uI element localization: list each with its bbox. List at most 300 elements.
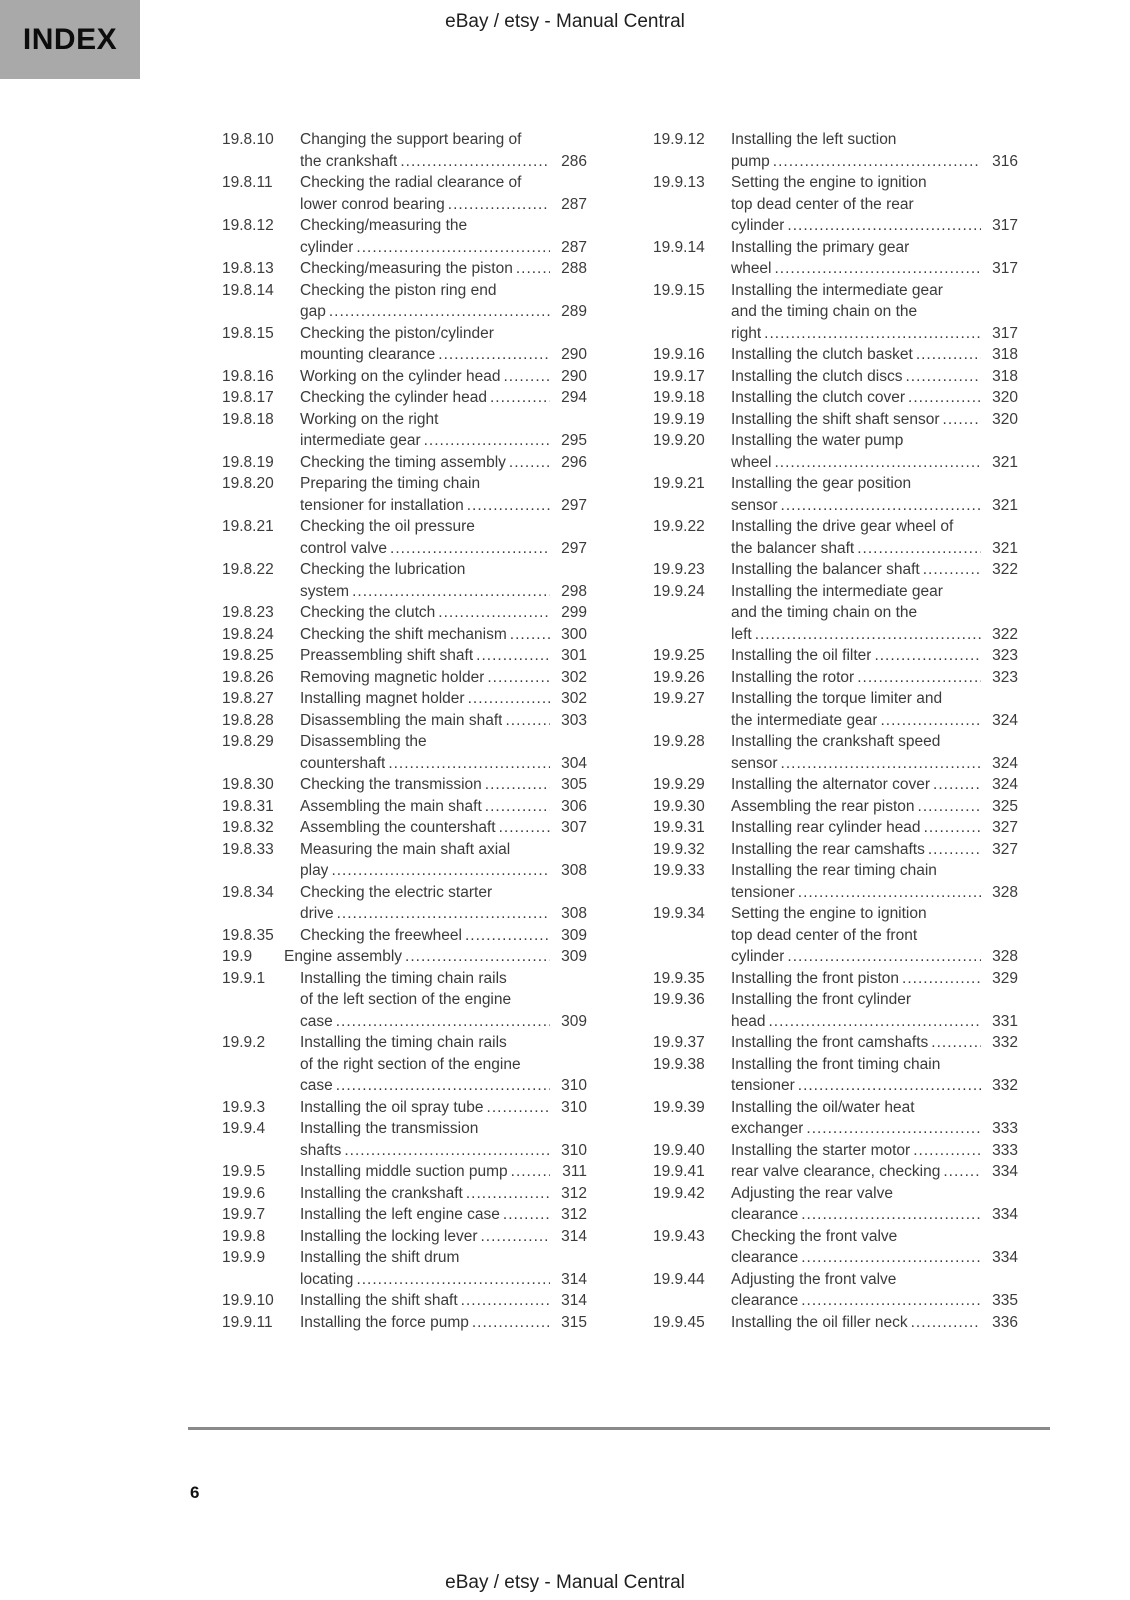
- toc-entry-title: Disassembling the main shaft: [300, 711, 503, 729]
- toc-entry-body: [300, 172, 587, 215]
- toc-entry-body: [300, 839, 587, 882]
- toc-entry: [222, 409, 587, 452]
- toc-entry: [653, 1269, 1018, 1312]
- toc-entry-page: 332: [992, 1034, 1018, 1051]
- toc-entry-title: Assembling the countershaft: [300, 819, 496, 836]
- toc-entry-title-line: of the right section of the engine: [300, 1055, 521, 1073]
- toc-entry-number: 19.8.17: [222, 389, 274, 406]
- toc-entry-title: head: [731, 1012, 766, 1030]
- toc-entry-body: [300, 516, 587, 559]
- toc-entry-title-line: of the left section of the engine: [300, 991, 512, 1008]
- toc-entry-page: 310: [561, 1077, 587, 1094]
- toc-entry-number: 19.9.5: [222, 1163, 266, 1180]
- toc-entry-page: 317: [992, 324, 1018, 342]
- toc-entry-title: wheel: [731, 453, 772, 471]
- toc-entry-title: Engine assembly: [284, 948, 403, 965]
- toc-entry-title: locating: [300, 1270, 354, 1288]
- toc-entry-title: tensioner: [731, 883, 795, 901]
- toc-entry-last-line: [731, 495, 1018, 517]
- toc-entry-page: 321: [992, 539, 1018, 557]
- toc-entry: [222, 129, 587, 172]
- toc-entry-number: 19.8.32: [222, 819, 274, 836]
- dot-leader: [513, 258, 554, 280]
- toc-entry-page: 315: [561, 1313, 587, 1331]
- dot-leader: [334, 903, 554, 925]
- toc-entry: [653, 516, 1018, 559]
- dot-leader: [908, 1312, 985, 1334]
- toc-entry-last-line: [300, 925, 587, 947]
- toc-entry-title: cylinder: [300, 238, 354, 256]
- dot-leader: [353, 1269, 554, 1291]
- toc-entry-page: 320: [992, 410, 1018, 428]
- toc-entry: [653, 344, 1018, 366]
- toc-entry: [222, 839, 587, 882]
- toc-entry: [653, 968, 1018, 990]
- dot-leader: [435, 602, 554, 624]
- toc-entry-title: Installing the front piston: [731, 969, 900, 987]
- dot-leader: [341, 1140, 554, 1162]
- toc-entry-title-line: Installing the front timing chain: [731, 1055, 941, 1073]
- dot-leader: [385, 753, 554, 775]
- toc-entry-title: tensioner: [731, 1077, 795, 1094]
- toc-entry-page: 290: [561, 346, 587, 363]
- toc-entry-title: sensor: [731, 496, 778, 514]
- toc-entry-page: 327: [992, 819, 1018, 836]
- toc-entry-page: 303: [561, 711, 587, 729]
- dot-leader: [435, 344, 554, 366]
- toc-entry-last-line: [300, 860, 587, 882]
- toc-entry: [222, 387, 587, 409]
- toc-entry-page: 334: [992, 1163, 1018, 1180]
- toc-entry: [222, 452, 587, 474]
- toc-entry-title-line: Installing the oil/water heat: [731, 1098, 915, 1116]
- toc-entry-page: 290: [561, 367, 587, 385]
- toc-entry-title: pump: [731, 152, 770, 170]
- toc-entry-number: 19.9.20: [653, 432, 705, 449]
- toc-entry-body: [731, 989, 1018, 1032]
- toc-entry-number: 19.9.26: [653, 668, 705, 686]
- toc-entry-last-line: [731, 645, 1018, 667]
- toc-entry-page: 314: [561, 1292, 587, 1309]
- toc-entry-title: Installing the shift shaft sensor: [731, 410, 940, 428]
- toc-entry: [222, 366, 587, 388]
- toc-entry-title: Installing the crankshaft: [300, 1184, 463, 1202]
- dot-leader: [484, 667, 554, 689]
- toc-entry-number: 19.9.6: [222, 1184, 266, 1202]
- toc-entry-last-line: [300, 452, 587, 474]
- toc-entry-last-line: [731, 323, 1018, 345]
- toc-entry-number: 19.8.34: [222, 883, 274, 901]
- toc-entry-title: gap: [300, 303, 326, 320]
- toc-entry: [653, 237, 1018, 280]
- toc-entry-page: 320: [992, 389, 1018, 406]
- toc-entry: [653, 989, 1018, 1032]
- toc-entry: [653, 688, 1018, 731]
- toc-entry-title: countershaft: [300, 754, 386, 772]
- toc-entry-title: Checking the shift mechanism: [300, 625, 507, 643]
- dot-leader: [910, 1140, 985, 1162]
- toc-entry-body: [731, 1054, 1018, 1097]
- toc-entry-page: 300: [561, 625, 587, 643]
- toc-entry: [222, 258, 587, 280]
- toc-entry-number: 19.8.30: [222, 776, 274, 793]
- toc-entry-title: Checking the transmission: [300, 776, 482, 793]
- toc-entry-body: [731, 774, 1018, 796]
- toc-entry-page: 332: [992, 1077, 1018, 1094]
- toc-entry-last-line: [300, 1011, 587, 1033]
- toc-entry-title-line: Installing the left suction: [731, 131, 897, 148]
- toc-entry-page: 324: [992, 754, 1018, 772]
- dot-leader: [326, 301, 554, 323]
- toc-entry: [653, 1097, 1018, 1140]
- toc-entry-last-line: [731, 559, 1018, 581]
- dot-leader: [795, 1075, 985, 1097]
- toc-entry-title: system: [300, 582, 350, 600]
- toc-entry: [222, 1118, 587, 1161]
- dot-leader: [333, 1075, 554, 1097]
- toc-entry-last-line: [731, 946, 1018, 968]
- toc-entry-last-line: [731, 1312, 1018, 1334]
- toc-entry-last-line: [731, 452, 1018, 474]
- toc-entry-body: [300, 366, 587, 388]
- toc-entry-number: 19.9.24: [653, 582, 705, 600]
- toc-entry-number: 19.8.28: [222, 711, 274, 729]
- toc-entry-title: Removing magnetic holder: [300, 668, 485, 686]
- toc-entry-number: 19.9.44: [653, 1270, 705, 1288]
- toc-entry-body: [300, 968, 587, 1033]
- toc-entry-title-line: Working on the right: [300, 410, 439, 428]
- toc-entry: [222, 215, 587, 258]
- toc-entry-body: [300, 731, 587, 774]
- toc-entry: [222, 1204, 587, 1226]
- toc-entry: [653, 1161, 1018, 1183]
- toc-entry: [222, 946, 587, 968]
- toc-entry-title: wheel: [731, 260, 772, 277]
- toc-entry-title-line: Installing the intermediate gear: [731, 582, 943, 600]
- toc-entry-number: 19.9.15: [653, 281, 705, 299]
- toc-entry-page: 308: [561, 905, 587, 922]
- toc-entry-title: Assembling the rear piston: [731, 797, 915, 815]
- toc-entry-body: [731, 366, 1018, 388]
- toc-entry-title: right: [731, 324, 762, 342]
- toc-entry-number: 19.9.17: [653, 367, 705, 385]
- toc-entry-last-line: [300, 581, 587, 603]
- dot-leader: [506, 452, 554, 474]
- toc-entry-title: Installing the clutch cover: [731, 389, 906, 406]
- toc-entry-title: Checking the freewheel: [300, 926, 462, 944]
- toc-entry-last-line: [731, 1075, 1018, 1097]
- toc-entry-page: 314: [561, 1270, 587, 1288]
- dot-leader: [761, 323, 985, 345]
- dot-leader: [772, 258, 986, 280]
- toc-entry-page: 336: [992, 1313, 1018, 1331]
- toc-entry-number: 19.9.21: [653, 475, 705, 492]
- toc-entry-number: 19.9.3: [222, 1098, 266, 1116]
- toc-entry: [653, 172, 1018, 237]
- toc-entry-title: Installing middle suction pump: [300, 1163, 508, 1180]
- toc-entry-last-line: [300, 430, 587, 452]
- toc-entry-last-line: [731, 1118, 1018, 1140]
- toc-entry-last-line: [731, 839, 1018, 861]
- dot-leader: [465, 688, 554, 710]
- toc-entry-body: [300, 667, 587, 689]
- toc-entry-number: 19.9.9: [222, 1249, 266, 1266]
- toc-entry-body: [731, 1269, 1018, 1312]
- toc-entry-last-line: [731, 1140, 1018, 1162]
- toc-entry-page: 322: [992, 561, 1018, 578]
- toc-entry-number: 19.9.13: [653, 174, 705, 191]
- toc-entry-body: [300, 1204, 587, 1226]
- dot-leader: [463, 1183, 554, 1205]
- toc-entry-last-line: [300, 710, 587, 732]
- toc-entry-number: 19.9.7: [222, 1206, 266, 1223]
- toc-entry-body: [731, 129, 1018, 172]
- toc-entry-title-line: Installing the water pump: [731, 432, 904, 449]
- toc-entry-title-line: Installing the drive gear wheel of: [731, 518, 954, 535]
- toc-entry-last-line: [731, 753, 1018, 775]
- toc-entry-page: 321: [992, 496, 1018, 514]
- toc-entry: [653, 1226, 1018, 1269]
- toc-entry: [653, 581, 1018, 646]
- toc-entry-number: 19.9.32: [653, 840, 705, 858]
- toc-entry-body: [731, 667, 1018, 689]
- toc-entry-last-line: [300, 753, 587, 775]
- toc-entry-last-line: [300, 301, 587, 323]
- toc-entry-title-line: Installing the intermediate gear: [731, 281, 943, 299]
- toc-entry: [653, 473, 1018, 516]
- toc-entry-number: 19.9.12: [653, 131, 705, 148]
- toc-entry-title-line: and the timing chain on the: [731, 303, 918, 320]
- toc-entry-body: [300, 1032, 587, 1097]
- toc-entry: [653, 774, 1018, 796]
- toc-entry-body: [731, 237, 1018, 280]
- toc-entry: [222, 796, 587, 818]
- toc-entry-title: Installing the clutch basket: [731, 346, 913, 363]
- toc-entry: [222, 710, 587, 732]
- toc-entry: [222, 473, 587, 516]
- toc-entry-number: 19.8.20: [222, 475, 274, 492]
- toc-entry-title-line: Installing the transmission: [300, 1120, 479, 1137]
- dot-leader: [905, 387, 985, 409]
- toc-entry-last-line: [300, 1204, 587, 1226]
- toc-entry-title: Installing rear cylinder head: [731, 819, 921, 836]
- toc-entry-page: 333: [992, 1141, 1018, 1159]
- toc-entry-title: mounting clearance: [300, 346, 436, 363]
- toc-entry-title: Installing the left engine case: [300, 1206, 500, 1223]
- toc-entry-last-line: [300, 645, 587, 667]
- toc-entry-title-line: Measuring the main shaft axial: [300, 840, 511, 858]
- toc-entry-title: tensioner for installation: [300, 496, 464, 514]
- dot-leader: [921, 817, 985, 839]
- dot-leader: [402, 946, 554, 968]
- toc-entry-title: lower conrod bearing: [300, 195, 445, 213]
- toc-entry-number: 19.9.4: [222, 1120, 266, 1137]
- toc-entry-page: 324: [992, 711, 1018, 729]
- dot-leader: [778, 495, 985, 517]
- toc-entry-title-line: Checking the radial clearance of: [300, 174, 522, 191]
- toc-entry-body: [731, 1312, 1018, 1334]
- toc-entry-page: 323: [992, 647, 1018, 664]
- toc-entry: [222, 968, 587, 1033]
- toc-entry-body: [731, 1183, 1018, 1226]
- toc-entry-page: 324: [992, 776, 1018, 793]
- toc-entry-body: [300, 323, 587, 366]
- toc-entry-page: 323: [992, 668, 1018, 686]
- dot-leader: [752, 624, 985, 646]
- toc-entry-number: 19.9.8: [222, 1227, 266, 1245]
- toc-entry-title-line: Checking the electric starter: [300, 883, 493, 901]
- toc-entry-number: 19.8.23: [222, 604, 274, 621]
- toc-entry-body: [731, 1226, 1018, 1269]
- toc-entry-number: 19.8.33: [222, 840, 274, 858]
- toc-entry: [653, 645, 1018, 667]
- dot-leader: [784, 946, 985, 968]
- toc-entry: [222, 667, 587, 689]
- toc-entry-body: [300, 925, 587, 947]
- toc-entry-page: 312: [561, 1184, 587, 1202]
- toc-entry-body: [300, 452, 587, 474]
- toc-entry: [653, 839, 1018, 861]
- toc-entry: [653, 731, 1018, 774]
- toc-entry-body: [300, 1097, 587, 1119]
- toc-entry-last-line: [731, 968, 1018, 990]
- toc-entry-body: [731, 387, 1018, 409]
- toc-entry-last-line: [300, 602, 587, 624]
- dot-leader: [482, 796, 554, 818]
- toc-entry-body: [731, 839, 1018, 861]
- toc-entry: [222, 323, 587, 366]
- toc-entry-title: clearance: [731, 1249, 799, 1266]
- toc-entry-title: case: [300, 1012, 333, 1030]
- toc-entry-number: 19.8.12: [222, 217, 274, 234]
- toc-entry-number: 19.8.24: [222, 625, 274, 643]
- toc-entry-number: 19.9: [222, 948, 253, 965]
- toc-entry-body: [731, 1097, 1018, 1140]
- toc-entry-body: [300, 1183, 587, 1205]
- dot-leader: [920, 559, 985, 581]
- toc-entry: [653, 860, 1018, 903]
- toc-right-column: [653, 129, 1018, 1333]
- dot-leader: [500, 1204, 554, 1226]
- dot-leader: [798, 1204, 985, 1226]
- toc-entry-last-line: [300, 1269, 587, 1291]
- toc-entry-body: [300, 882, 587, 925]
- toc-entry-number: 19.9.31: [653, 819, 705, 836]
- toc-entry-title: drive: [300, 905, 334, 922]
- toc-entry-title-line: Installing the timing chain rails: [300, 1034, 507, 1051]
- toc-entry: [222, 1226, 587, 1248]
- toc-entry-page: 312: [561, 1206, 587, 1223]
- toc-entry-page: 316: [992, 152, 1018, 170]
- toc-entry-last-line: [731, 258, 1018, 280]
- toc-entry-title-line: Installing the primary gear: [731, 238, 910, 256]
- toc-entry-page: 321: [992, 453, 1018, 471]
- toc-entry-last-line: [731, 774, 1018, 796]
- toc-entry-body: [300, 688, 587, 710]
- toc-entry-number: 19.8.19: [222, 453, 274, 471]
- toc-entry-last-line: [300, 817, 587, 839]
- dot-leader: [854, 538, 985, 560]
- toc-entry-last-line: [731, 215, 1018, 237]
- toc-entry-body: [300, 1118, 587, 1161]
- dot-leader: [871, 645, 985, 667]
- toc-entry-title: Installing the oil filter: [731, 647, 872, 664]
- toc-entry-last-line: [300, 1140, 587, 1162]
- toc-entry: [653, 817, 1018, 839]
- toc-entry-number: 19.9.30: [653, 797, 705, 815]
- toc-entry-body: [300, 710, 587, 732]
- toc-entry-page: 297: [561, 539, 587, 557]
- toc-entry-title: the balancer shaft: [731, 539, 855, 557]
- toc-entry-title-line: Disassembling the: [300, 733, 427, 750]
- toc-entry-body: [300, 817, 587, 839]
- toc-entry-last-line: [731, 796, 1018, 818]
- dot-leader: [899, 968, 985, 990]
- toc-entry-title: Installing the shift shaft: [300, 1292, 458, 1309]
- toc-entry: [653, 559, 1018, 581]
- toc-entry-page: 310: [561, 1098, 587, 1116]
- toc-entry: [222, 1312, 587, 1334]
- dot-leader: [469, 1312, 554, 1334]
- header-title: eBay / etsy - Manual Central: [445, 11, 685, 32]
- toc-entry-last-line: [731, 882, 1018, 904]
- toc-entry-body: [731, 559, 1018, 581]
- toc-entry-last-line: [731, 538, 1018, 560]
- toc-entry-title-line: Checking the front valve: [731, 1227, 898, 1245]
- toc-entry-page: 335: [992, 1292, 1018, 1309]
- toc-entry-page: 301: [561, 647, 587, 664]
- toc-entry-number: 19.9.40: [653, 1141, 705, 1159]
- toc-entry: [222, 688, 587, 710]
- toc-entry-title-line: Installing the rear timing chain: [731, 862, 937, 879]
- toc-entry-last-line: [300, 366, 587, 388]
- toc-entry-title: case: [300, 1077, 333, 1094]
- toc-entry-title-line: Installing the timing chain rails: [300, 969, 507, 987]
- toc-entry-last-line: [300, 194, 587, 216]
- dot-leader: [421, 430, 554, 452]
- toc-entry-body: [731, 731, 1018, 774]
- page-number: 6: [190, 1483, 200, 1502]
- toc-entry: [222, 774, 587, 796]
- toc-entry-number: 19.8.10: [222, 131, 274, 148]
- toc-entry-title: Preassembling shift shaft: [300, 647, 474, 664]
- toc-entry-body: [731, 516, 1018, 559]
- toc-entry-number: 19.8.31: [222, 797, 274, 815]
- toc-entry-title-line: top dead center of the rear: [731, 195, 914, 213]
- toc-entry-body: [731, 688, 1018, 731]
- toc-entry-last-line: [300, 237, 587, 259]
- toc-entry-body: [300, 215, 587, 258]
- toc-entry-title-line: Installing the crankshaft speed: [731, 733, 941, 750]
- toc-entry-page: 318: [992, 346, 1018, 363]
- toc-entry: [653, 1032, 1018, 1054]
- toc-entry: [653, 796, 1018, 818]
- toc-entry: [222, 731, 587, 774]
- toc-entry-title: Installing magnet holder: [300, 690, 465, 707]
- toc-entry-last-line: [300, 1075, 587, 1097]
- toc-entry: [222, 1290, 587, 1312]
- toc-entry-page: 296: [561, 453, 587, 471]
- toc-entry-title: Checking the clutch: [300, 604, 436, 621]
- toc-entry: [222, 602, 587, 624]
- toc-entry-title: Installing the front camshafts: [731, 1034, 929, 1051]
- toc-entry-last-line: [300, 796, 587, 818]
- toc-entry-title: Installing the locking lever: [300, 1227, 478, 1245]
- toc-entry-title-line: Checking the piston/cylinder: [300, 324, 494, 342]
- toc-entry-last-line: [731, 1204, 1018, 1226]
- toc-entry-title-line: Checking the piston ring end: [300, 281, 497, 299]
- toc-entry-body: [731, 796, 1018, 818]
